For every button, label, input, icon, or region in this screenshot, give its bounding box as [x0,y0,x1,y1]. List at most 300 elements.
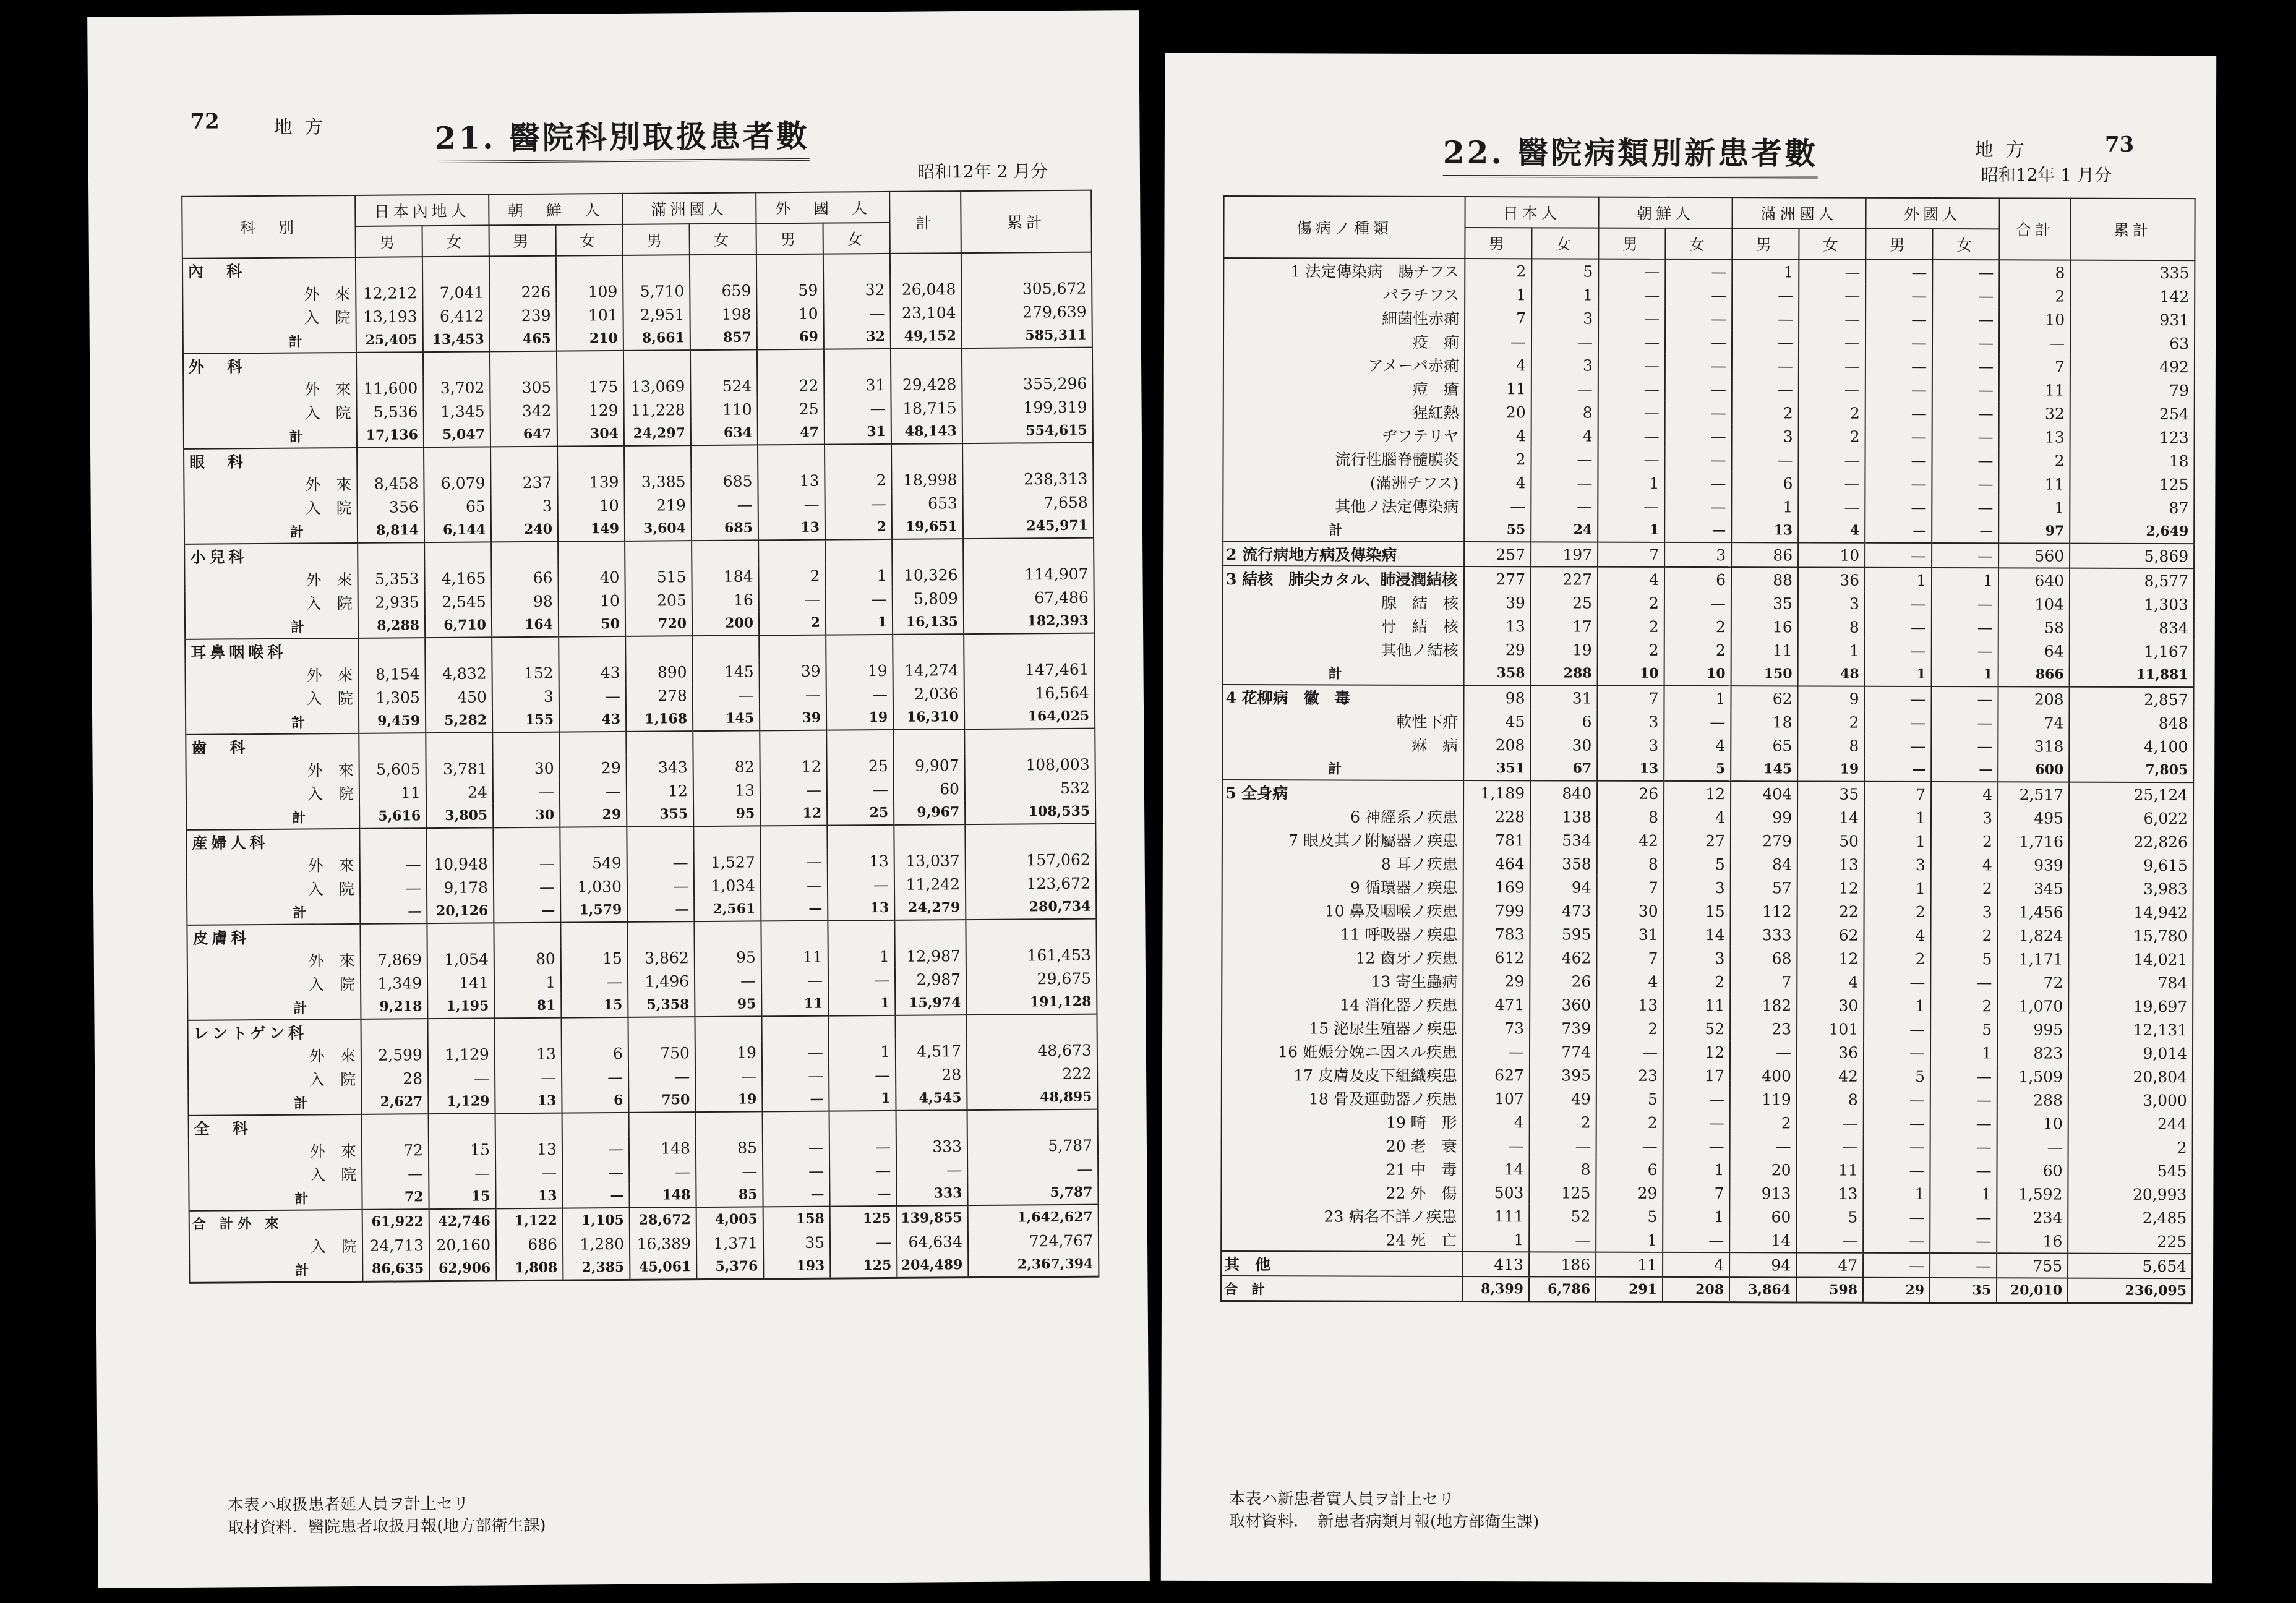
cell-value: 237 [490,471,557,495]
cell-value: — [1932,472,1998,495]
table-row [1222,1062,2193,1088]
cell-value: — [1665,330,1732,354]
cell-value: 2,951 [623,302,690,327]
cell-value: 5 [1531,259,1598,283]
cell-value: 15,974 [895,991,966,1015]
cell-value [422,256,489,281]
cell-value: 11,228 [624,398,691,422]
period-label: 昭和12年 1 月分 [1981,165,2112,186]
cell-value: — [1732,330,1799,354]
cell-value: 30 [1797,993,1864,1017]
cell-value [824,349,891,374]
cell-value [356,352,423,377]
cell-value: 3 [1531,353,1598,377]
cell-value: 14,021 [2068,947,2193,972]
cell-value: 5,358 [628,993,695,1017]
cell-value: — [1932,425,1999,448]
cell-value: 720 [625,612,692,636]
cell-value: 114,907 [963,562,1094,586]
col-manchu: 滿洲國人 [1733,197,1866,229]
cell-value: 1 [1998,495,2070,519]
cell-value: 8,154 [358,662,425,686]
cell-value: — [428,1066,495,1090]
cell-value [756,254,823,279]
col-female: 女 [1799,228,1866,259]
cell-value: 20,160 [429,1233,496,1257]
cell-value: 358 [1530,852,1597,875]
cell-value: 278 [626,683,693,707]
cell-value: — [1531,377,1598,400]
cell-value [963,538,1094,563]
cell-value: 82 [693,754,760,779]
cell-value: 280,734 [966,895,1096,920]
cell-value: 554,615 [962,419,1093,443]
cell-value: 13,037 [894,849,966,873]
cell-value: 1,168 [626,707,693,732]
cell-value: — [628,1064,695,1088]
table-row [1222,756,2193,782]
cell-value: 81 [494,994,561,1019]
cell-value: 413 [1462,1252,1529,1276]
cell-value: 5 [1596,1205,1663,1228]
cell-value: — [826,587,893,611]
cell-value: 13 [1597,757,1664,781]
cell-value: 19 [1797,757,1864,781]
cell-value: 1,579 [560,898,627,923]
cell-value: 244 [2068,1112,2193,1136]
cell-value: 5,605 [359,757,426,781]
cell-value: 32 [1999,401,2070,425]
cell-value: — [562,1137,629,1161]
cell-value: 32 [824,325,891,349]
table-row [1223,376,2195,402]
cell-value: 86,635 [362,1257,429,1281]
cell-value: — [1664,518,1731,542]
cell-value: — [560,779,627,803]
cell-value: — [1866,401,1932,425]
cell-value: 11 [1596,1252,1663,1277]
cell-value: 7 [1864,782,1931,806]
cell-value: 15,780 [2069,924,2193,948]
cell-value: — [829,1063,896,1087]
cell-value: 25 [758,397,825,421]
cell-value: 2,599 [361,1043,428,1067]
cell-value: 20,126 [427,899,494,923]
cell-value: — [828,873,894,897]
cell-value: 257 [1464,542,1531,566]
cell-value: — [1531,471,1598,494]
table-row [1222,898,2193,924]
right-page [1161,53,2216,1583]
cell-value: 627 [1463,1063,1530,1087]
cell-value: 1 [1663,1205,1729,1228]
cell-value: 30 [1597,899,1664,923]
cell-value: 343 [627,755,693,779]
cell-value: 9,014 [2068,1041,2193,1066]
col-japan: 日本內地人 [355,194,489,226]
cell-value [825,539,892,564]
cell-value [693,826,760,850]
cell-value: 866 [1998,662,2070,686]
cell-value: 26,048 [890,277,961,301]
table-row [1222,804,2193,830]
cell-value: 2,485 [2068,1206,2192,1230]
cell-value: 4 [1864,923,1931,947]
cell-value: 19 [1531,638,1598,661]
col-japan: 日本人 [1465,197,1598,228]
cell-value: 112 [1731,899,1797,923]
table-row [1221,1251,2192,1278]
cell-value: 2,987 [895,967,966,991]
cell-value: 42,746 [429,1208,496,1233]
row-label: 計 [184,519,358,544]
cell-value: 5,787 [967,1181,1098,1205]
cell-value: 36 [1797,1040,1864,1064]
cell-value: — [825,396,891,421]
row-label: 合 計 [1221,1276,1462,1302]
cell-value: 1 [1465,283,1531,306]
cell-value: — [760,778,827,802]
cell-value [757,349,824,374]
cell-value: 45 [1463,709,1530,733]
cell-value: 40 [558,565,625,589]
cell-value: 73 [1463,1016,1530,1040]
cell-value: 515 [625,565,692,589]
col-total: 合計 [1999,198,2070,260]
cell-value: — [1665,401,1732,424]
cell-value: — [1932,401,1999,425]
cell-value: 15 [429,1184,495,1209]
cell-value: 7 [1598,542,1664,567]
row-label: 計 [188,1090,361,1116]
table-row [1223,306,2195,331]
table-row [1222,827,2193,853]
cell-value: 11 [1999,378,2070,401]
cell-value: 125 [2070,472,2194,497]
cell-value: — [1932,519,1998,543]
cell-value: — [1799,377,1866,401]
cell-value: 14 [1797,805,1864,829]
cell-value: — [1864,1088,1930,1111]
cell-value: 35 [1731,591,1798,615]
cell-value: — [1932,639,1998,662]
cell-value: 724,767 [968,1229,1099,1253]
table-row [1223,470,2194,496]
cell-value: 781 [1463,828,1530,852]
cell-value: 1,195 [427,994,494,1019]
cell-value: 148 [629,1136,696,1160]
cell-value [427,923,494,947]
cell-value: 69 [757,325,824,350]
cell-value: — [1598,259,1665,283]
cell-value: — [1863,1229,1930,1253]
cell-value: — [1664,591,1731,615]
cell-value: 58 [1998,615,2070,639]
cell-value: 857 [690,325,757,350]
cell-value: 4 [1931,853,1998,876]
cell-value: 1 [494,970,561,994]
cell-value: — [823,301,890,325]
cell-value: 304 [557,422,624,447]
row-label: 流行性腦脊髓膜炎 [1223,447,1464,471]
cell-value: 35 [1797,781,1864,805]
cell-value: 29 [1464,638,1531,661]
cell-value: 3,864 [1729,1277,1796,1302]
row-label: 20 老 衰 [1222,1133,1463,1157]
cell-value: — [762,1087,829,1112]
cell-value: 1 [1798,638,1865,662]
cell-value: — [1798,495,1865,518]
cell-value: 8,288 [358,613,425,638]
cell-value: 2 [1799,424,1866,448]
cell-value: 1 [1663,1158,1729,1181]
cell-value: 9 [1797,686,1864,710]
cell-value: — [1864,1135,1930,1158]
cell-value: — [1930,1253,1997,1278]
row-label: 計 [183,328,356,354]
cell-value: 22 [1797,899,1864,923]
cell-value: 236,095 [2068,1278,2192,1304]
cell-value: 13 [1596,993,1663,1017]
table-row [1222,921,2193,947]
cell-value: — [695,968,761,993]
row-label: 24 死 亡 [1221,1227,1462,1252]
col-male: 男 [1732,228,1799,259]
cell-value: — [1865,615,1932,639]
cell-value [827,825,894,850]
cell-value: 197 [1531,542,1598,566]
cell-value: — [1864,1111,1930,1135]
cell-value: — [761,873,828,897]
row-label: 齒 科 [186,733,359,759]
cell-value [693,730,760,755]
cell-value: — [1665,283,1732,307]
row-label: 10 鼻及咽喉ノ疾患 [1222,898,1463,922]
cell-value: 2 [1596,1111,1663,1134]
cell-value [829,1015,896,1040]
cell-value: 4 [1797,970,1864,993]
cell-value: — [1932,686,1998,711]
cell-value: 2 [1931,876,1998,900]
cell-value: — [1665,377,1732,401]
row-label: 小兒科 [184,543,358,568]
row-label: 眼 科 [184,448,357,473]
cell-value: 12 [760,754,827,779]
cell-value: 1,030 [560,874,627,899]
cell-value: 13 [1999,425,2070,448]
cell-value: 279 [1731,829,1797,852]
row-label: 計 [185,614,358,639]
cell-value: 101 [556,303,623,327]
cell-value: 48 [1798,662,1865,686]
cell-value: 13 [758,469,825,493]
cell-value: 2 [1931,829,1998,853]
row-label: 5 全身病 [1222,780,1463,805]
cell-value: 545 [2068,1159,2193,1183]
cell-value: 49,152 [891,324,962,349]
cell-value: — [1464,494,1531,518]
cell-value: 1 [1864,806,1931,829]
cell-value: 125 [830,1206,897,1231]
cell-value: — [1463,1040,1530,1063]
cell-value: — [1797,1134,1864,1158]
cell-value: 471 [1463,993,1530,1016]
cell-value [358,638,425,662]
cell-value: 685 [692,516,758,541]
cell-value: 1 [1864,829,1931,853]
cell-value: 12,131 [2068,1018,2193,1042]
cell-value: 14 [1729,1228,1796,1252]
cell-value: 19 [695,1087,762,1112]
table-row [1222,732,2193,758]
cell-value: 11 [1465,377,1531,400]
table-row [1223,258,2195,284]
cell-value: 1,129 [428,1042,495,1066]
cell-value: 3 [1931,806,1998,829]
cell-value [695,1016,761,1041]
cell-value: 8 [1531,400,1598,424]
cell-value: 291 [1596,1277,1663,1302]
cell-value: 161,453 [966,943,1097,967]
cell-value: 333 [1730,923,1797,946]
cell-value: 205 [625,588,692,612]
cell-value: 3 [1664,876,1731,899]
cell-value: 2 [1664,638,1731,662]
cell-value: — [1799,283,1866,307]
cell-value: 123 [2070,425,2195,450]
cell-value: — [1664,710,1731,733]
cell-value: 238,313 [962,467,1093,491]
cell-value: 145 [693,706,760,731]
cell-value: 39 [760,706,826,731]
footnotes [1229,1488,1539,1533]
cell-value: 31 [824,373,891,397]
row-label: 外 來 [186,758,359,782]
cell-value: 184 [692,564,758,588]
row-label: 入 院 [185,591,358,615]
cell-value: 61,922 [362,1209,429,1234]
col-korea: 朝鮮人 [1599,197,1733,229]
cell-value: 20 [1729,1158,1796,1181]
cell-value: 210 [557,327,623,351]
row-label: 3 結核 肺尖カタル、肺浸潤結核 [1223,566,1464,591]
cell-value: 60 [894,777,965,801]
cell-value: 2 [1799,401,1866,424]
row-label: 外 來 [187,853,360,878]
table-body [1221,258,2195,1304]
cell-value: 149 [558,517,625,542]
row-label: 6 神經系ノ疾患 [1222,804,1463,828]
region-label: 地方 [1974,139,2037,161]
cell-value [758,540,825,565]
cell-value: — [761,968,828,993]
row-label: 15 泌尿生殖器ノ疾患 [1222,1015,1463,1040]
cell-value: 10 [1997,1111,2068,1135]
row-label: 16 姙娠分娩ニ因スル疾患 [1222,1039,1463,1063]
cell-value: — [761,850,828,874]
col-male: 男 [756,223,823,255]
cell-value: 395 [1530,1063,1596,1087]
cell-value: 27 [1664,829,1731,852]
cell-value [891,348,962,373]
col-female: 女 [823,223,890,254]
cell-value: 60 [1997,1158,2068,1182]
cell-value [357,447,424,472]
cell-value: 8,661 [623,326,690,351]
cell-value: 6,786 [1529,1276,1596,1302]
cell-value: 25,405 [356,328,423,353]
row-label: 計 [187,995,361,1020]
cell-value: — [360,899,427,924]
cell-value: 11 [1731,638,1798,662]
cell-value: 5,282 [426,708,492,733]
table-row [1222,945,2193,971]
cell-value: 2 [1596,1017,1663,1040]
cell-value: 13 [758,516,825,541]
cell-value: 141 [427,970,494,994]
cell-value: 1,456 [1998,900,2069,923]
cell-value: 52 [1529,1204,1596,1228]
cell-value: 8 [1798,615,1865,638]
cell-value: 48,143 [891,419,962,444]
cell-value: 2 [1598,638,1664,662]
cell-value: 29 [1463,969,1530,993]
cell-value: — [762,1064,829,1088]
cell-value: 164,025 [964,704,1095,729]
cell-value: 913 [1729,1181,1796,1205]
cell-value: 10 [1598,662,1664,686]
cell-value: 28 [896,1062,967,1087]
cell-value: 2,036 [893,682,964,706]
cell-value: 5,536 [356,400,423,424]
cell-value: 277 [1464,566,1531,591]
cell-value: — [1530,1134,1596,1157]
cell-value: 4 [1931,782,1998,806]
cell-value [494,923,560,947]
cell-value [829,1111,896,1135]
cell-value: 279,639 [961,300,1092,324]
row-label: 14 消化器ノ疾患 [1222,992,1463,1016]
cell-value: 138 [1530,805,1597,828]
cell-value: 1,189 [1463,780,1530,805]
cell-value: 931 [2070,308,2195,332]
cell-value: — [1665,354,1732,377]
cell-value: 15 [561,993,628,1018]
row-label: 18 骨及運動器ノ疾患 [1222,1086,1463,1110]
cell-value: 3 [1931,900,1998,923]
cell-value [826,730,893,754]
cell-value: — [1664,471,1731,495]
cell-value: 890 [625,660,692,684]
table-title: 21. 醫院科別取扱患者數 [434,111,810,163]
row-label: 耳鼻咽喉科 [185,638,358,664]
table-row [1223,423,2195,449]
col-foreign: 外國人 [1866,198,2000,229]
row-label: 計 [186,709,359,735]
cell-value: 13 [495,1042,562,1066]
cell-value: 2 [825,468,891,492]
cell-value [560,827,627,852]
cell-value: 3 [491,494,558,518]
cell-value: — [1864,711,1931,734]
cell-value: 14,942 [2069,900,2193,925]
row-label: 其他ノ結核 [1223,637,1464,661]
cell-value: 1,527 [694,850,761,874]
cell-value: 67,486 [964,586,1094,610]
cell-value: 13 [1731,518,1798,542]
cell-value: 23,104 [890,301,961,325]
cell-value: 345 [1998,876,2069,900]
